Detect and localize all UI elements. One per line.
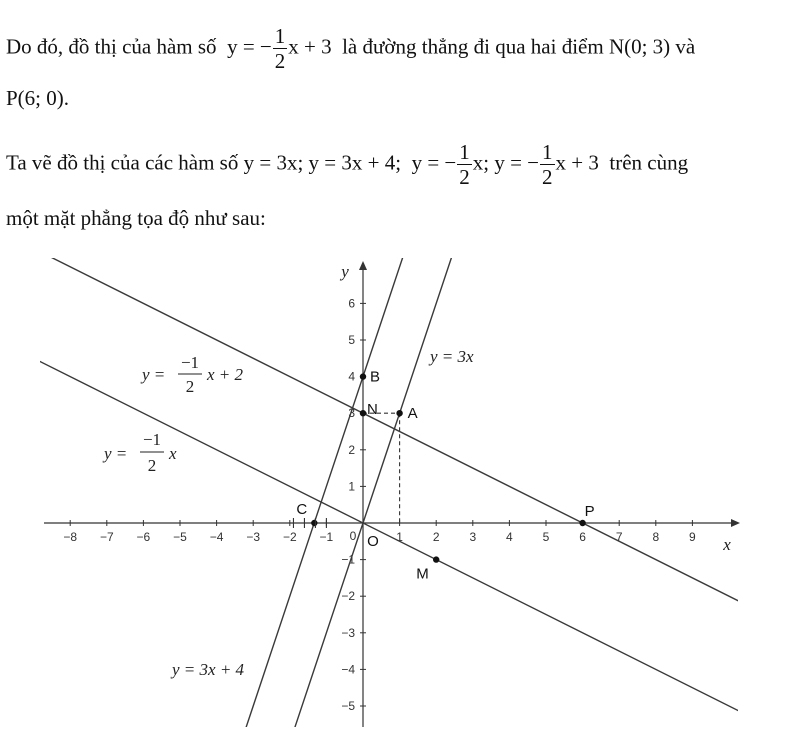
- x-tick-label: 3: [469, 530, 477, 544]
- p2-eq4-num: 1: [542, 140, 553, 164]
- x-tick-label: −1: [319, 530, 334, 544]
- x-tick-label: −5: [173, 530, 187, 544]
- label-y-3x-plus-4: y = 3x + 4: [172, 660, 245, 679]
- x-tick-label: 1: [396, 530, 403, 544]
- x-tick-label: −2: [282, 530, 297, 544]
- origin-zero-label: 0: [349, 529, 357, 543]
- point-label: P: [584, 503, 595, 520]
- paragraph-2-line-2: một mặt phẳng tọa độ như sau:: [6, 206, 266, 230]
- y-tick-label: −3: [341, 625, 355, 640]
- p2-eq4-rhs: x + 3: [555, 150, 599, 175]
- paragraph-1-line-2: P(6; 0).: [6, 86, 69, 110]
- label-half-den: 2: [185, 377, 195, 396]
- x-tick-label: −3: [246, 530, 261, 544]
- p1-eq-lhs: y = −: [227, 34, 272, 59]
- label-half2-lhs: y =: [104, 444, 128, 463]
- label-half2-num: −1: [142, 430, 162, 449]
- p2-eq3-den: 2: [459, 165, 470, 190]
- y-tick-label: 3: [348, 406, 355, 421]
- p2-text-before: Ta vẽ đồ thị của các hàm số y = 3x; y = 3x + 4;: [6, 150, 402, 175]
- point-label: B: [370, 368, 381, 386]
- point-label: A: [407, 405, 418, 423]
- x-tick-label: −4: [209, 530, 224, 544]
- p1-text-after: là đường thẳng đi qua hai điểm N(0; 3) và: [342, 34, 696, 59]
- p1-frac-den: 2: [274, 49, 286, 74]
- p1-eq-rhs: x + 3: [288, 34, 332, 59]
- x-tick-label: −8: [63, 530, 78, 544]
- x-tick-label: 7: [615, 530, 623, 544]
- y-tick-label: −5: [341, 699, 355, 713]
- point-marker: [360, 410, 366, 416]
- series-line: [0, 303, 791, 739]
- point-label: M: [416, 565, 429, 583]
- label-half-lhs: y =: [142, 365, 166, 384]
- y-tick-label: 4: [348, 369, 355, 384]
- y-tick-label: 5: [348, 333, 355, 347]
- y-tick-label: 1: [348, 479, 355, 494]
- p2-eq3-lhs: y = −: [411, 150, 457, 175]
- label-half-var: x + 2: [207, 365, 244, 384]
- p2-eq4-lhs: y = −: [494, 150, 540, 175]
- series-line: [0, 194, 791, 633]
- x-tick-label: 8: [652, 530, 660, 544]
- y-tick-label: 6: [348, 296, 355, 311]
- p2-text-after: trên cùng: [609, 150, 689, 175]
- label-y-3x: y = 3x: [430, 347, 474, 366]
- origin-label: O: [367, 533, 379, 550]
- label-half2-den: 2: [147, 456, 157, 475]
- y-tick-label: −2: [341, 589, 355, 604]
- point-label: C: [296, 501, 308, 518]
- x-tick-label: 2: [432, 530, 440, 544]
- point-marker: [396, 410, 402, 416]
- label-half2-var: x: [169, 444, 177, 463]
- p2-eq3-num: 1: [459, 140, 470, 164]
- p2-eq4-den: 2: [542, 165, 553, 190]
- x-tick-label: 9: [689, 530, 696, 544]
- y-axis-arrow: [359, 261, 367, 270]
- y-axis-label: y: [341, 262, 349, 281]
- y-tick-label: 2: [348, 442, 355, 457]
- x-tick-label: 5: [542, 530, 550, 544]
- point-marker: [579, 520, 585, 526]
- x-tick-label: 4: [506, 530, 513, 544]
- point-marker: [360, 373, 366, 379]
- y-tick-label: −4: [341, 662, 355, 677]
- x-axis-label: x: [723, 535, 731, 554]
- label-half-num: −1: [180, 353, 200, 372]
- x-tick-label: 6: [579, 530, 586, 544]
- x-axis-arrow: [731, 519, 740, 527]
- point-marker: [433, 556, 439, 562]
- p1-text-before: Do đó, đồ thị của hàm số: [6, 34, 217, 59]
- point-label: N: [367, 401, 378, 419]
- point-marker: [311, 520, 317, 526]
- p2-eq3-rhs: x;: [472, 150, 490, 175]
- y-tick-label: −1: [341, 552, 355, 567]
- x-tick-label: −6: [136, 530, 151, 544]
- p1-frac-num: 1: [274, 24, 286, 48]
- x-tick-label: −7: [99, 530, 114, 544]
